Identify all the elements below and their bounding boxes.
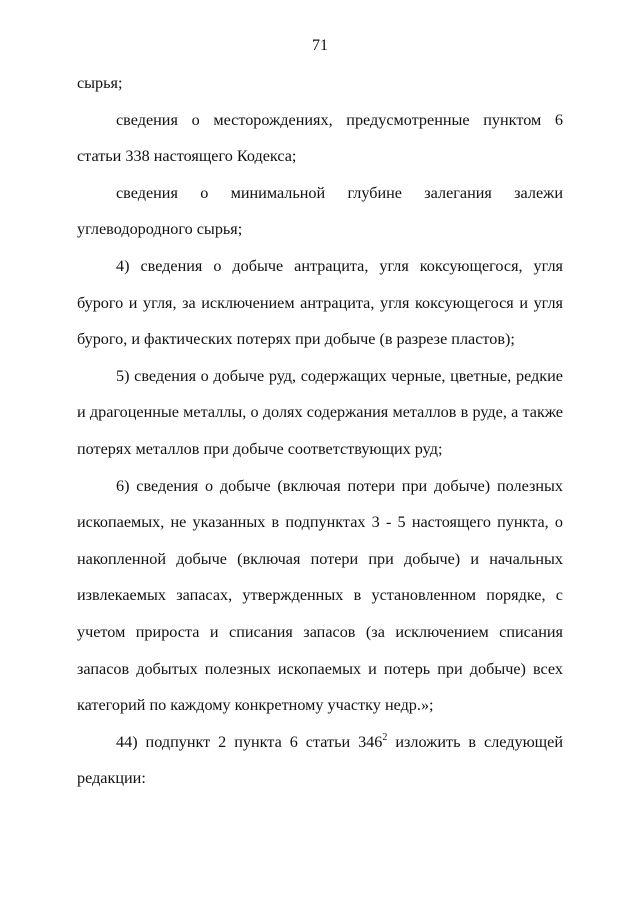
paragraph-item-5: 5) сведения о добыче руд, содержащих черные, цветные, редкие и драгоценные металлы, о долях содержания металлов в руде, а также потерях металлов при добыче соответствующих руд; [77, 366, 563, 458]
item-44-text-before: 44) подпункт 2 пункта 6 статьи 346 [116, 732, 383, 751]
paragraph-minimum-depth: сведения о минимальной глубине залегания залежи углеводородного сырья; [77, 183, 563, 239]
document-body [77, 65, 563, 797]
page-number: 71 [312, 37, 328, 54]
paragraph-item-4: 4) сведения о добыче антрацита, угля коксующегося, угля бурого и угля, за исключением антрацита, угля коксующегося и угля бурого, и фактических потерях при добыче (в разрезе пластов); [77, 256, 563, 349]
paragraph-continuation: сырья; [77, 74, 123, 92]
item-44-text-after: изложить в следующей редакции: [77, 732, 563, 788]
article-superscript: 2 [382, 731, 388, 743]
paragraph-item-44 [77, 724, 563, 797]
paragraph-item-6: 6) сведения о добыче (включая потери при добыче) полезных ископаемых, не указанных в подпунктах 3 - 5 настоящего пункта, о накопленной добыче (включая потери при добыче) и начальных извлекаемых запасах, утвержденных в установленном порядке, с учетом прироста и списания запасов (за исключением списания запасов добытых полезных ископаемых и потерь при добыче) всех категорий по каждому конкретному участку недр.»; [77, 476, 563, 715]
paragraph-deposit-info: сведения о месторождениях, предусмотренные пунктом 6 статьи 338 настоящего Кодекса; [77, 110, 563, 166]
